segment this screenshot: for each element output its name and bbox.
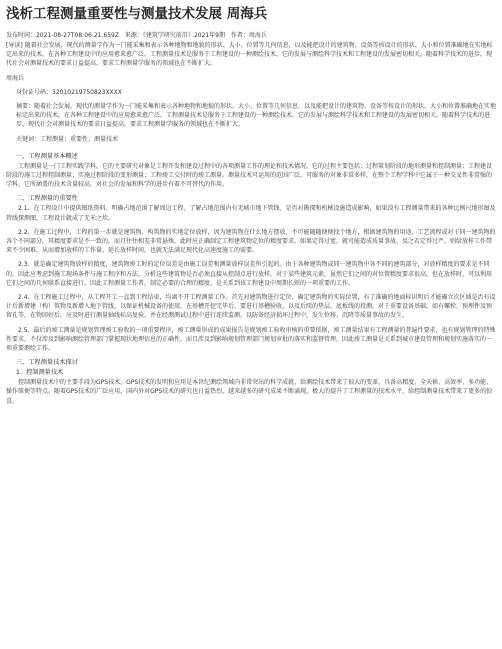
- abstract-lead: [导读] 随着社会发展，现代的测量学作为一门能采集和表示各种地物和地貌的形状、大小、位置等几何信息，以及能把设计的建筑物、设备等按设计的形状、大小和位置准确地在实地标定出来的技术，在各种工程建设中的应用愈来愈广泛。工程测量技术是服务于工程建设的一种测绘技术，它的发展与测绘科学技术和工程建设的发展密切相关。随着科学技术的进步，现代社会对测量技术的要求日益提高，要求工程测量学服务的领域也在不断扩大。: [6, 42, 493, 68]
- publish-time: 发布时间：2021-08-27T08:06:21.659Z: [6, 32, 119, 39]
- section-heading: 三、工程测量技术探讨: [16, 359, 78, 367]
- section-paragraph: 控制测量技术中的主要手段为GPS技术，GPS技术的发明和应用是本世纪测绘领域内非常突出的科学成就，给测绘技术带来了很大的变革，具备高精度、全天候、高效率、多功能、操作简便等特点。随着GPS技术的广泛应用，国内外对GPS技术的研究也日益热烈，越来越多的研究成果不断涌现，极大的提升了工程测量的技术水平，给控制测量技术带来了更多的惊喜。: [6, 379, 493, 405]
- subsection-heading: 1、控制测量技术: [16, 369, 64, 377]
- article-meta: [6, 31, 496, 40]
- section-paragraph: 工程测量是一门工程实践学科，它的主要研究对象是工程开发和建设过程中的各项测量工作的理论和技术情况。它的过程主要包括：过程策划阶段的地形测量和控制测量；工程建设阶段的施工过程控制测量；实施过程阶段的变形测量；工程竣工交付时的竣工测量。测量技术可运用的范围广泛，可服务的对象非常多样，在整个工程学科中它属于一种交叉性非常强的学科，它所涵盖的技术含量较高，对社会的发展和科学的进步有着不可替代的作用。: [6, 162, 493, 189]
- section-paragraph: 2.3、就是确定建筑物放样的精度，建筑物竣工时的定位误差是由施工误差和测量放样误差所引起的。由于各种建筑物或同一建筑物中各不同的建筑部分，对放样精度的要求是不同的，因此应考虑到施工现场条件与施工程序和方法，分析这些建筑物是否必须直接从控制点进行放样，对于某些建筑元素，虽然它们之间的对位置精度要求很高，但在放样时，可以利用它们之间的几何联系直接进行。因此工程测量工作者，制定必要的合理的精度，是关系到该工程建设中周期长短的一项重要的工作。: [6, 261, 493, 287]
- section-heading: 二、工程测量的重要性: [16, 195, 78, 203]
- article-title: 浅析工程测量重要性与测量技术发展 周海兵: [6, 6, 268, 22]
- keywords: 关键词：工程测量；重要性；测量技术: [16, 135, 119, 143]
- author-line: 周海兵: [6, 74, 25, 82]
- author: 作者：周海兵: [230, 32, 267, 39]
- section-paragraph: 2.2、在施工过程中，工程的第一步就是建筑物、构筑物的实地定位放样，因为建筑物在什么地方摆放，不可能随随便便找个地方，根据建筑物的用途、工艺流程或对于同一建筑物的各个不同部分，其精度要求是不一致的，而且往往相差非常悬殊，此时应正确制定工程建筑物定位的精度要求，如果定得过宽，就可能造成质量事故，反之若定得过严，则给放样工作带来不少困难，从而增加放样的工作量，延长放样时间，也就无法满足现代化高速度施工的需要。: [6, 228, 496, 255]
- section-paragraph: 2.5、最后的竣工测量是规划管理竣工验收的一项重要程序，竣工测量形成的成果报告是规划竣工验收审核的重要依据，竣工测量结果有工程测量的普遍性要求，也有规划管理的特殊性要求，不仅涉及到影响测绘管理部门掌握现状地理信息的正确性，而且涉及到影响规划管理部门规划审批的落实和监督管理，因此竣工测量是关系到城市建设管理和规划实施落实的一项重要测绘工作。: [6, 326, 496, 353]
- id-line: 身份证号码：32010219750823XXXX: [16, 88, 122, 96]
- section-heading: 一、工程测量基本概述: [16, 152, 78, 160]
- section-paragraph: 2.4、在工程施工过程中，从工程开工一直到工程结束，均离不开工程测量工作。首先对建筑物进行定位，确定建筑物的实际位置，有了准确的地面标识明后才能确立次区域是否有设计后新增建（构）筑物及新增入地下管线，以保证机械设备的使用，在基槽开挖完毕后，要进行基槽验收，以及后续的垫层、底板线的投测，对于重要设备基础，如有螺栓、预埋件及预留孔等，在物回好后，应及时进行测量轴线标高复验，并在经测测试过程中进行连续监测，以防备经济损坏过程中，发生位移、沉降等质量事故的发生。: [6, 294, 496, 320]
- source: 来源：《建筑学研究前沿》2021年9期: [124, 32, 225, 39]
- abstract: 摘要：随着社会发展，现代的测量学作为一门能采集和表示各种地物和地貌的形状、大小、位置等几何信息，以及能把设计的建筑物、设备等按设计的形状、大小和位置准确地在实地标定出来的技术，在各种工程建设中的应用愈来愈广泛。工程测量技术是服务于工程建设的一种测绘技术，它的发展与测绘科学技术和工程建设的发展密切相关。随着科学技术的进步，现代社会对测量技术的要求日益提高，要求工程测量学服务的领域也在不断扩大。: [16, 103, 497, 129]
- section-paragraph: 2.1、在工程设计中提供图纸资料、明确占地范围了解周边工程、了解占地范围内有无城市地下管线、是否对勘探和机械设施造成影响，如果没有工程测量带来的各种比例尺地形图及管线探测图，工程设计就成了无米之炊。: [6, 205, 496, 222]
